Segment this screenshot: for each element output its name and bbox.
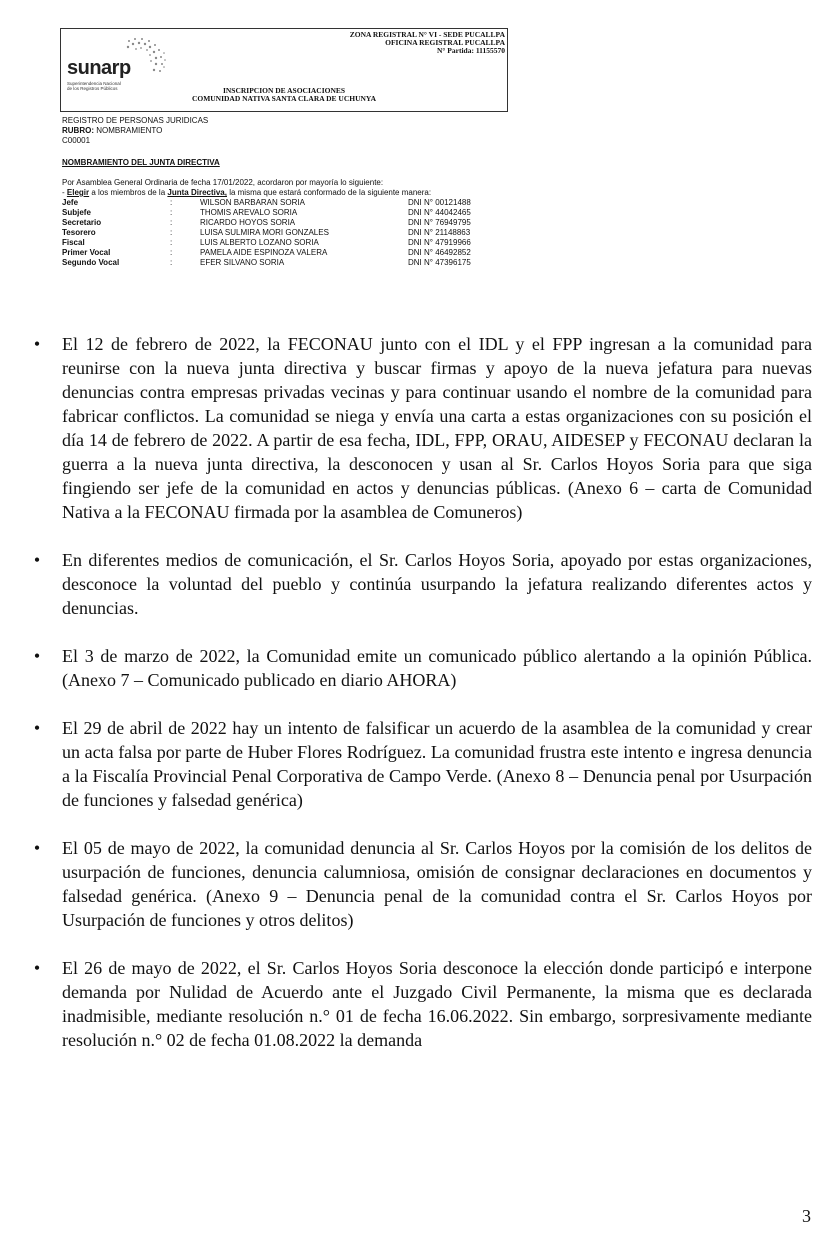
officer-dni: DNI N° 46492852 [408,248,471,257]
office-line: OFICINA REGISTRAL PUCALLPA [385,38,505,47]
rubro-label: RUBRO: [62,126,94,135]
bullet-text: El 3 de marzo de 2022, la Comunidad emite un comunicado público alertando a la opinión Pública. (Anexo 7 – Comunicado publicado en diario AHORA) [62,646,812,690]
list-item [30,716,812,812]
page-number: 3 [802,1206,811,1226]
bullet-text: El 29 de abril de 2022 hay un intento de falsificar un acuerdo de la asamblea de la comunidad y crear un acta falsa por parte de Huber Flores Rodríguez. La comunidad frustra este intento e ingresa denuncia a la Fiscalía Provincial Penal Corporativa de Campo Verde. (Anexo 8 – Denuncia penal por Usurpación de funciones y falsedad genérica) [62,718,812,810]
rubro-line [62,126,510,136]
officer-name: RICARDO HOYOS SORIA [200,218,296,227]
registro-line: REGISTRO DE PERSONAS JURIDICAS [62,116,209,125]
officer-role: Jefe [62,198,79,207]
officer-name: LUIS ALBERTO LOZANO SORIA [200,238,319,247]
bullet-text: El 05 de mayo de 2022, la comunidad denuncia al Sr. Carlos Hoyos por la comisión de los delitos de usurpación de funciones, denuncia calumniosa, omisión de consignar declaraciones en documentos y falsedad genérica. (Anexo 9 – Denuncia penal de la comunidad contra el Sr. Carlos Hoyos por Usurpación de funciones y otros delitos) [62,838,812,930]
junta-word: Junta Directiva, [167,188,227,197]
officer-role: Fiscal [62,238,85,247]
officer-name: EFER SILVANO SORIA [200,258,285,267]
officer-name: PAMELA AIDE ESPINOZA VALERA [200,248,328,257]
officer-name: WILSON BARBARAN SORIA [200,198,305,207]
officer-colon: : [170,218,173,227]
officer-role: Subjefe [62,208,91,217]
officer-dni: DNI N° 00121488 [408,198,471,207]
registry-header [60,28,508,112]
list-item [30,548,812,620]
inscripcion-line: INSCRIPCION DE ASOCIACIONES [222,86,346,95]
rubro-value: NOMBRAMIENTO [96,126,163,135]
registry-body [62,116,510,268]
partida-line: N° Partida: 11155570 [437,46,505,55]
bullet-icon: • [33,646,41,666]
bullet-text: El 26 de mayo de 2022, el Sr. Carlos Hoyos Soria desconoce la elección donde participó e interpone demanda por Nulidad de Acuerdo ante el Juzgado Civil Permanente, la misma que es declarada inadmisible, mediante resolución n.° 01 de fecha 16.06.2022. Sin embargo, sorpresivamente mediante resolución n.° 02 de fecha 01.08.2022 la demanda [62,958,812,1050]
officers-table [62,198,508,268]
officer-dni: DNI N° 21148863 [408,228,471,237]
logo-wordmark: sunarp [67,57,131,79]
table-row [62,238,508,248]
table-row [62,198,508,208]
registry-document-image [60,28,514,306]
list-item [30,836,812,932]
logo-subtitle: Superintendencia Nacional de los Registros Públicos [67,81,121,91]
bullet-icon: • [33,718,41,738]
officer-role: Secretario [62,218,102,227]
elegir-word: Elegir [66,188,90,197]
officer-name: THOMIS AREVALO SORIA [200,208,298,217]
table-row [62,248,508,258]
bullet-icon: • [33,334,41,354]
bullet-icon: • [33,550,41,570]
officer-dni: DNI N° 47919966 [408,238,471,247]
table-row [62,228,508,238]
asamblea-text: Por Asamblea General Ordinaria de fecha 17/01/2022, acordaron por mayoría lo siguiente: [62,178,384,187]
bullet-text: El 12 de febrero de 2022, la FECONAU junto con el IDL y el FPP ingresan a la comunidad para reunirse con la nueva junta directiva y buscar firmas y apoyo de la nueva jefatura para nuevas denuncias contra empresas privadas vecinas y para continuar usando el nombre de la comunidad para fabricar conflictos. La comunidad se niega y envía una carta a estas organizaciones con su posición el día 14 de febrero de 2022. A partir de esa fecha, IDL, FPP, ORAU, AIDESEP y FECONAU declaran la guerra a la nueva junta directiva, la desconocen y usan al Sr. Carlos Hoyos Soria para que siga fingiendo ser jefe de la comunidad en actos y denuncias públicas. (Anexo 6 – carta de Comunidad Nativa a la FECONAU firmada por la asamblea de Comuneros) [62,334,812,522]
record-code: C00001 [62,136,91,145]
officer-role: Segundo Vocal [62,258,120,267]
community-name-line: COMUNIDAD NATIVA SANTA CLARA DE UCHUNYA [191,94,377,103]
officer-name: LUISA SULMIRA MORI GONZALES [200,228,329,237]
registry-zone-info [350,31,505,55]
officer-colon: : [170,208,173,217]
officer-role: Tesorero [62,228,96,237]
table-row [62,258,508,268]
section-title: NOMBRAMIENTO DEL JUNTA DIRECTIVA [62,158,220,167]
officer-role: Primer Vocal [62,248,111,257]
zone-line: ZONA REGISTRAL N° VI - SEDE PUCALLPA [349,30,505,39]
list-item [30,644,812,692]
officer-colon: : [170,238,173,247]
officer-colon: : [170,228,173,237]
officer-colon: : [170,248,173,257]
officer-dni: DNI N° 76949795 [408,218,471,227]
list-item [30,332,812,524]
bullet-icon: • [33,958,41,978]
list-item [30,956,812,1052]
bullet-icon: • [33,838,41,858]
inscripcion-title [61,87,507,103]
officer-colon: : [170,258,173,267]
officer-colon: : [170,198,173,207]
officer-dni: DNI N° 47396175 [408,258,471,267]
events-bullet-list [30,332,812,1076]
officer-dni: DNI N° 44042465 [408,208,471,217]
elegir-line: - Elegir a los miembros de la Junta Directiva, la misma que estará conformado de la siguiente manera: [62,188,432,197]
table-row [62,208,508,218]
bullet-text: En diferentes medios de comunicación, el Sr. Carlos Hoyos Soria, apoyado por estas organizaciones, desconoce la voluntad del pueblo y continúa usurpando la jefatura realizando diferentes actos y denuncias. [62,550,812,618]
table-row [62,218,508,228]
